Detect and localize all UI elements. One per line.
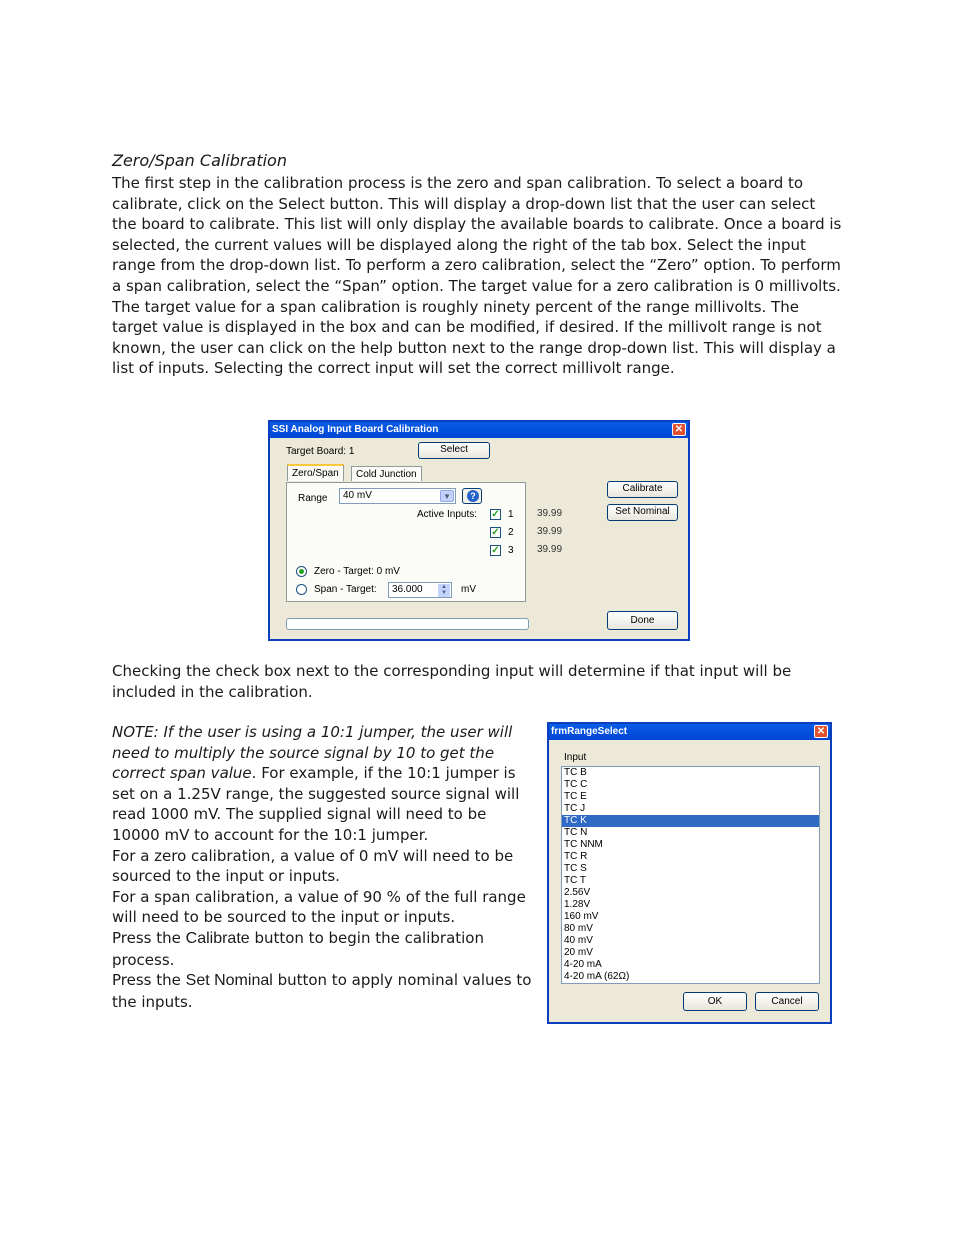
span-note: For a span calibration, a value of 90 % of the full range will need to be sourced to the input or inputs. [112,887,526,927]
zero-target-label: Zero - Target: 0 mV [314,566,400,577]
note-rest: . For example, if the 10:1 jumper is set on a 1.25V range, the suggested source signal will read 1000 mV. The supplied signal will need to be 10000 mV to account for the 10:1 jumper. [112,764,520,844]
nominal-note-pre: Press the [112,971,186,990]
input-3-checkbox[interactable]: ✓ [491,545,500,556]
calibration-titlebar [270,422,688,438]
close-icon[interactable]: ✕ [814,725,828,738]
cancel-button[interactable]: Cancel [755,992,819,1011]
input-3-label: 3 [508,545,514,556]
note-paragraph [112,722,532,846]
input-2-checkbox[interactable]: ✓ [491,527,500,538]
tab-zero-span[interactable]: Zero/Span [287,464,344,481]
list-item[interactable]: TC E [564,791,587,802]
range-select-window [547,722,832,1024]
done-button[interactable]: Done [607,611,678,630]
calibrate-note-post: button to begin the calibration process. [112,928,484,969]
input-3-reading: 39.99 [537,544,563,555]
close-icon[interactable]: ✕ [672,423,686,436]
input-list-label: Input [564,752,587,763]
target-board-label: Target Board: 1 [286,446,355,457]
calibration-progress-bar [286,618,529,630]
list-item[interactable]: TC NNM [564,839,603,850]
list-item[interactable]: 80 mV [564,923,593,934]
span-unit-label: mV [461,584,476,595]
chevron-down-icon: ▼ [440,490,454,502]
nominal-note-post: button to apply nominal values to the inputs. [112,971,532,1011]
list-item[interactable]: TC S [564,863,587,874]
calibrate-button[interactable]: Calibrate [607,481,678,498]
list-item[interactable]: 20 mV [564,947,593,958]
span-target-input[interactable] [388,582,452,598]
section-heading: Zero/Span Calibration [112,151,287,170]
range-label: Range [298,493,328,504]
range-value: 40 mV [343,490,372,501]
calibration-window [268,420,690,641]
help-icon: ? [467,490,479,502]
intro-paragraph: The first step in the calibration process is the zero and span calibration. To select a board to calibrate, click on the Select button. This will display a drop-down list that the user can select the board to calibrate. This list will only display the available boards to calibrate. Once a board is selected, the current values will be displayed along the right of the tab box. Select the input range from the drop-down list. To perform a zero calibration, select the “Zero” option. To perform a span calibration, select the “Span” option. The target value for a zero calibration is 0 millivolts. The target value for a span calibration is roughly ninety percent of the range millivolts. The target value is displayed in the box and can be modified, if desired. If the millivolt range is not known, the user can click on the help button next to the range drop-down list. This will display a list of inputs. Selecting the correct input will set the correct millivolt range. [112,174,842,378]
range-dropdown[interactable] [339,488,456,504]
list-item[interactable]: TC B [564,767,587,778]
span-target-label: Span - Target: [314,584,377,595]
set-nominal-ref: Set Nominal [185,972,273,990]
calibrate-note [112,928,532,970]
checkbox-paragraph: Checking the check box next to the corresponding input will determine if that input will be included in the calibration. [112,662,792,701]
calibrate-note-pre: Press the [112,928,186,947]
list-item[interactable]: 4-20 mA [564,959,602,970]
list-item[interactable]: TC K [562,815,819,827]
calibrate-ref: Calibrate [185,929,250,947]
list-item[interactable]: 2.56V [564,887,591,898]
zero-radio[interactable] [296,566,307,577]
list-item[interactable]: TC R [564,851,588,862]
list-item[interactable]: TC C [564,779,588,790]
list-item[interactable]: TC J [564,803,586,814]
input-listbox[interactable] [561,766,820,984]
list-item[interactable]: 160 mV [564,911,599,922]
list-item[interactable]: 4-20 mA (62Ω) [564,971,630,982]
range-select-title: frmRangeSelect [551,726,628,737]
range-help-button[interactable] [462,488,482,504]
ok-button[interactable]: OK [683,992,747,1011]
range-select-titlebar [549,724,830,740]
note-block [112,722,532,1012]
nominal-note [112,970,532,1012]
select-button[interactable]: Select [418,442,490,459]
input-1-label: 1 [508,509,514,520]
list-item[interactable]: 1.28V [564,899,591,910]
zero-span-panel [286,482,526,602]
input-2-label: 2 [508,527,514,538]
note-italic: NOTE: If the user is using a 10:1 jumper, the user will need to multiply the source signal by 10 to get the correct span value [112,723,513,783]
span-target-value: 36.000 [392,584,423,595]
list-item[interactable]: TC N [564,827,588,838]
list-item[interactable]: 40 mV [564,935,593,946]
list-item[interactable]: TC T [564,875,587,886]
calibration-title: SSI Analog Input Board Calibration [272,424,439,435]
zero-note: For a zero calibration, a value of 0 mV will need to be sourced to the input or inputs. [112,846,514,886]
input-1-reading: 39.99 [537,508,563,519]
tab-cold-junction[interactable]: Cold Junction [351,466,422,481]
span-radio[interactable] [296,584,307,595]
input-2-reading: 39.99 [537,526,563,537]
set-nominal-button[interactable]: Set Nominal [607,504,678,521]
active-inputs-label: Active Inputs: [417,509,478,520]
spinner-arrows-icon[interactable]: ▲ ▼ [438,584,450,597]
input-1-checkbox[interactable]: ✓ [491,509,500,520]
